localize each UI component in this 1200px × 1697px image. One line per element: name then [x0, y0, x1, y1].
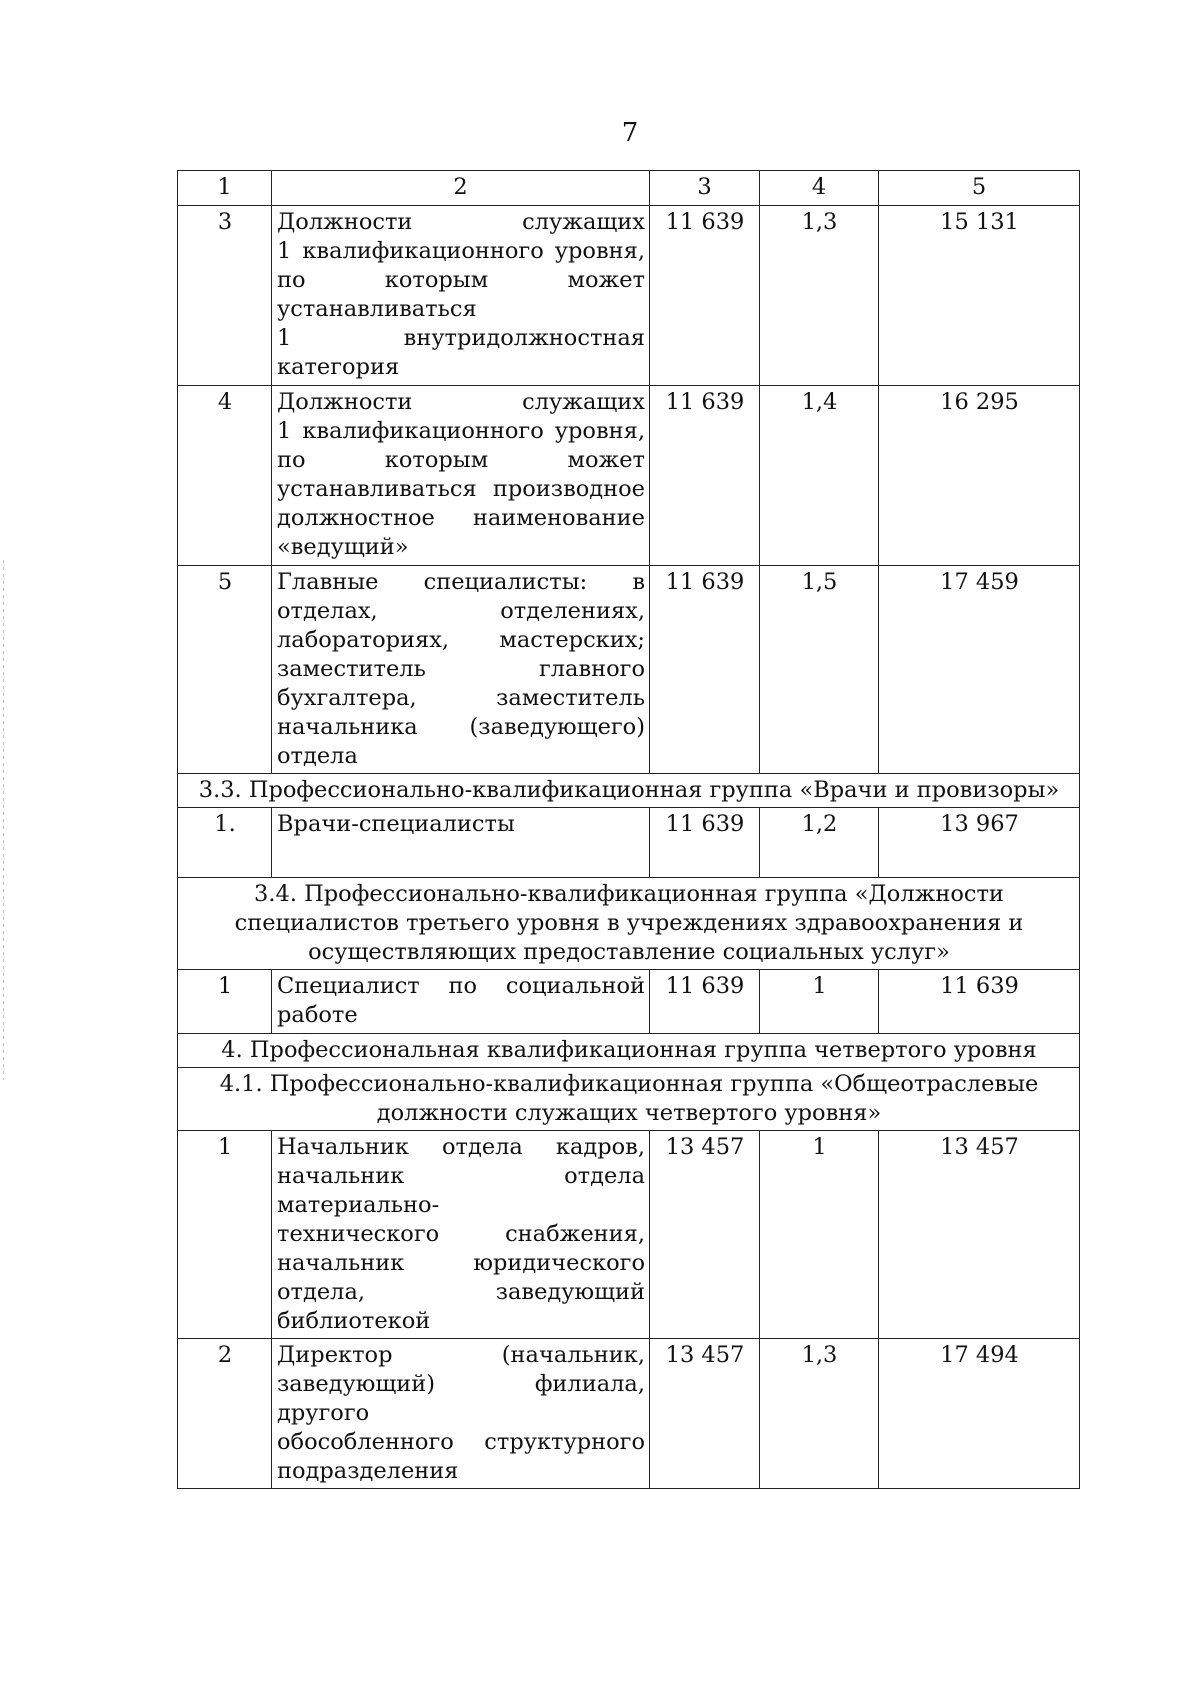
position-description-cell	[272, 206, 650, 386]
description-line: Главные специалисты: в	[277, 569, 645, 595]
page-number: 7	[621, 118, 639, 148]
description-line: технического снабжения,	[277, 1221, 645, 1247]
row-number-cell: 1	[178, 970, 272, 1034]
position-description-cell	[272, 1131, 650, 1339]
description-line: лабораториях, мастерских;	[277, 627, 645, 653]
description-line: «ведущий»	[277, 534, 409, 560]
total-salary-cell: 17 459	[879, 566, 1080, 774]
scan-artifact	[3, 560, 4, 1080]
column-header-2: 2	[272, 171, 650, 206]
description-line: Начальник отдела кадров,	[277, 1134, 645, 1160]
base-salary-cell: 11 639	[650, 566, 760, 774]
description-line: подразделения	[277, 1458, 459, 1484]
table-row	[178, 206, 1080, 386]
coefficient-cell: 1,5	[760, 566, 879, 774]
total-salary-cell: 15 131	[879, 206, 1080, 386]
base-salary-cell: 13 457	[650, 1131, 760, 1339]
description-line: заместитель главного	[277, 656, 645, 682]
section-row-3-4	[178, 878, 1080, 970]
total-salary-cell: 16 295	[879, 386, 1080, 566]
coefficient-cell: 1,3	[760, 1339, 879, 1489]
row-number-cell: 4	[178, 386, 272, 566]
salary-table	[177, 170, 1080, 1489]
position-description-cell	[272, 386, 650, 566]
table-row	[178, 386, 1080, 566]
position-description-cell	[272, 1339, 650, 1489]
coefficient-cell: 1,4	[760, 386, 879, 566]
base-salary-cell: 11 639	[650, 206, 760, 386]
description-line: отдела, заведующий	[277, 1279, 645, 1305]
position-description-cell	[272, 566, 650, 774]
table-row	[178, 808, 1080, 878]
table-row	[178, 1131, 1080, 1339]
description-line: устанавливаться	[277, 296, 477, 322]
description-line: Директор (начальник,	[277, 1342, 645, 1368]
coefficient-cell: 1	[760, 1131, 879, 1339]
position-description-cell	[272, 970, 650, 1034]
description-line: Должности служащих	[277, 209, 645, 235]
section-row-3-3	[178, 774, 1080, 808]
description-line: начальника (заведующего)	[277, 714, 645, 740]
description-line: начальник отдела материально-	[277, 1163, 645, 1218]
position-description-cell	[272, 808, 650, 878]
header-row	[178, 171, 1080, 206]
description-line: 1 внутридолжностная категория	[277, 325, 645, 380]
table-row	[178, 970, 1080, 1034]
coefficient-cell: 1,3	[760, 206, 879, 386]
row-number-cell: 2	[178, 1339, 272, 1489]
base-salary-cell: 11 639	[650, 386, 760, 566]
section-row-4	[178, 1034, 1080, 1068]
column-header-3: 3	[650, 171, 760, 206]
description-line: работе	[277, 1002, 358, 1028]
section-heading-cell: 3.4. Профессионально-квалификационная группа «Должности специалистов третьего уровня в учреждениях здравоохранения и осуществляющих предоставление социальных услуг»	[178, 878, 1080, 970]
coefficient-cell: 1	[760, 970, 879, 1034]
row-number-cell: 1.	[178, 808, 272, 878]
total-salary-cell: 13 967	[879, 808, 1080, 878]
description-line: заведующий) филиала, другого	[277, 1371, 645, 1426]
section-heading-cell: 3.3. Профессионально-квалификационная группа «Врачи и провизоры»	[178, 774, 1080, 808]
total-salary-cell: 11 639	[879, 970, 1080, 1034]
description-line: бухгалтера, заместитель	[277, 685, 645, 711]
section-row-4-1	[178, 1068, 1080, 1131]
description-line: отделах, отделениях,	[277, 598, 645, 624]
description-line: устанавливаться производное	[277, 476, 645, 502]
base-salary-cell: 11 639	[650, 970, 760, 1034]
description-line: Специалист по социальной	[277, 973, 645, 999]
description-line: Должности служащих	[277, 389, 645, 415]
total-salary-cell: 13 457	[879, 1131, 1080, 1339]
description-line: начальник юридического	[277, 1250, 645, 1276]
coefficient-cell: 1,2	[760, 808, 879, 878]
description-line: 1 квалификационного уровня,	[277, 238, 645, 264]
column-header-4: 4	[760, 171, 879, 206]
description-line: должностное наименование	[277, 505, 645, 531]
section-heading-cell: 4.1. Профессионально-квалификационная группа «Общеотраслевые должности служащих четвертого уровня»	[178, 1068, 1080, 1131]
row-number-cell: 5	[178, 566, 272, 774]
description-line: по которым может	[277, 447, 645, 473]
table-row	[178, 1339, 1080, 1489]
description-line: обособленного структурного	[277, 1429, 645, 1455]
column-header-1: 1	[178, 171, 272, 206]
row-number-cell: 1	[178, 1131, 272, 1339]
description-line: 1 квалификационного уровня,	[277, 418, 645, 444]
table-row	[178, 566, 1080, 774]
base-salary-cell: 13 457	[650, 1339, 760, 1489]
description-line: библиотекой	[277, 1308, 431, 1334]
section-heading-cell: 4. Профессиональная квалификационная группа четвертого уровня	[178, 1034, 1080, 1068]
total-salary-cell: 17 494	[879, 1339, 1080, 1489]
column-header-5: 5	[879, 171, 1080, 206]
base-salary-cell: 11 639	[650, 808, 760, 878]
description-line: по которым может	[277, 267, 645, 293]
description-line: Врачи-специалисты	[277, 811, 515, 837]
row-number-cell: 3	[178, 206, 272, 386]
description-line: отдела	[277, 743, 358, 769]
